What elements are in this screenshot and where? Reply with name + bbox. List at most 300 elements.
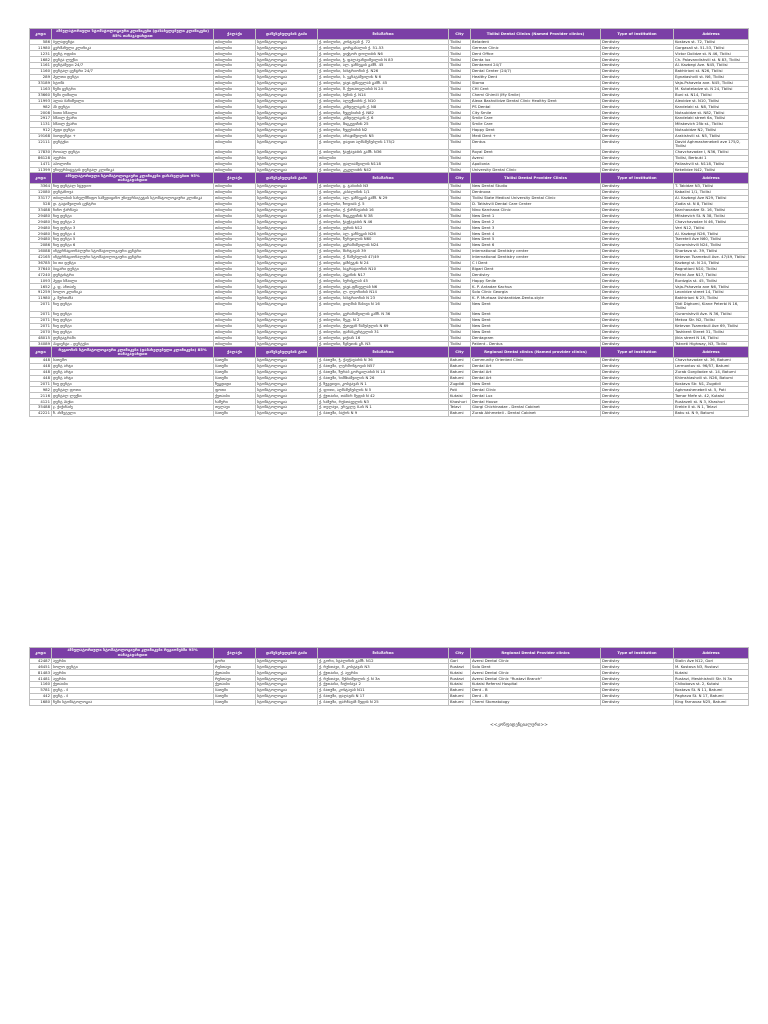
cell-type: Dentistry	[601, 317, 674, 323]
cell-type: Dentistry	[601, 133, 674, 139]
cell-name-ka: უნივერსიტეტის დენტალ კლინიკა	[52, 167, 214, 173]
cell-city-ka: ქუთაისი	[214, 670, 256, 676]
cell-name-en: Aversi Dental Clinic	[471, 670, 601, 676]
cell-type-ka: სტომატოლოგია	[256, 312, 318, 318]
cell-city-ka: თბილისი	[214, 122, 256, 128]
cell-address-ka: ქ. ქუთაისი, ჩიქობავა 2	[318, 682, 449, 688]
cell-name-ka: ნიუ დენტი 3	[52, 225, 214, 231]
header-code: კოდი	[30, 347, 52, 358]
cell-name-ka: სოლო დენტი	[52, 664, 214, 670]
cell-type: Dentistry	[601, 658, 674, 664]
cell-type-ka: სტომატოლოგია	[256, 51, 318, 57]
cell-type: Dentistry	[601, 369, 674, 375]
tbilisi-provider-rows	[30, 184, 749, 347]
cell-name-en: University Dental Clinic	[471, 167, 601, 173]
header-city: City	[449, 648, 471, 659]
cell-city: Tbilisi	[449, 98, 471, 104]
cell-city-ka: თბილისი	[214, 301, 256, 311]
cell-name-ka: ნინო ქარჩავა	[52, 207, 214, 213]
cell-type-ka: სტომატოლოგია	[256, 260, 318, 266]
cell-name-en: Kutaisi Referral Hospital	[471, 682, 601, 688]
cell-city: Tbilisi	[449, 266, 471, 272]
cell-type: Dentistry	[601, 260, 674, 266]
cell-code: 442	[30, 693, 52, 699]
cell-address-ka: ქ. თბილისი, მიცკევიჩის N 38	[318, 213, 449, 219]
cell-type-ka: სტომატოლოგია	[256, 122, 318, 128]
cell-name-en: International Dentistry center	[471, 248, 601, 254]
cell-type: Dentistry	[601, 335, 674, 341]
cell-address-ka: ქ. ქუთაისი, თამარ მეფის N 42	[318, 393, 449, 399]
cell-name-ka: ნიუ დენტი 2	[52, 219, 214, 225]
cell-type-ka: სტომატოლოგია	[256, 248, 318, 254]
cell-type-ka: სტომატოლოგია	[256, 375, 318, 381]
cell-city: Batumi	[449, 693, 471, 699]
cell-address-ka: ქ. თბილისი, ყაზბეგის N 24	[318, 260, 449, 266]
cell-type-ka: სტომატოლოგია	[256, 323, 318, 329]
cell-name-ka: დენტ ოფისი	[52, 51, 214, 57]
cell-address-ka: ქ. თბილისი, მ. ქუთათელაძის N 24	[318, 86, 449, 92]
cell-address: Ketevan Tsamebuli Ave 69, Tbilisi	[674, 323, 749, 329]
cell-type-ka: სტომატოლოგია	[256, 688, 318, 694]
cell-address: Aghmashenebeli st. 5, Poti	[674, 387, 749, 393]
cell-name-ka: დენტისტრი	[52, 272, 214, 278]
cell-address-ka: ქ. თბილისი, ქ. წამებულის 47/49	[318, 254, 449, 260]
cell-address: Arakishvili st. N5, Tbilisi	[674, 133, 749, 139]
table-row	[30, 699, 749, 705]
cell-code: 1160	[30, 682, 52, 688]
cell-address: M. Kostava N3, Rustavi	[674, 664, 749, 670]
cell-name-en: Smile Care	[471, 122, 601, 128]
header-type-ka: დაწესებულების ტიპი	[256, 29, 318, 40]
cell-address-ka: თბილისი	[318, 155, 449, 161]
cell-address: Tashkent Street 31, Tbilisi	[674, 329, 749, 335]
cell-type-ka: სტომატოლოგია	[256, 57, 318, 63]
cell-name-ka: ბიგარი დენტი	[52, 266, 214, 272]
cell-city-ka: ბათუმი	[214, 363, 256, 369]
cell-address-ka: ქ. თბილისი, ტ. ტაბიძის N3	[318, 184, 449, 190]
cell-name-ka: დ. ტატიშვილის ცენტრი	[52, 201, 214, 207]
cell-type: Dentistry	[601, 161, 674, 167]
header-address: Address	[674, 648, 749, 659]
header-row	[30, 347, 749, 358]
cell-city-ka: ქუთაისი	[214, 682, 256, 688]
cell-address: Nutsubidze st. N82, Tbilisi	[674, 110, 749, 116]
cell-city-ka: თბილისი	[214, 242, 256, 248]
cell-city: Tbilisi	[449, 248, 471, 254]
cell-type: Dentistry	[601, 195, 674, 201]
cell-name-ka: ინტერნაციონალური სტომატოლოგიური ცენტრი	[52, 248, 214, 254]
cell-type: Dentistry	[601, 219, 674, 225]
cell-name-ka: ალია ბანიშვილი	[52, 98, 214, 104]
header-address: Address	[674, 173, 749, 184]
cell-name-en: Dental Art	[471, 375, 601, 381]
cell-name-en: City Smile	[471, 110, 601, 116]
cell-name-en: Medi Dent +	[471, 133, 601, 139]
cell-type: Dentistry	[601, 375, 674, 381]
header-city: City	[449, 29, 471, 40]
cell-city: Tbilisi	[449, 278, 471, 284]
cell-type-ka: სტომატოლოგია	[256, 86, 318, 92]
cell-address: Tamar Mefe st. 42, Kutaisi	[674, 393, 749, 399]
cell-address-ka: ქ. თბილისი, ლ. ლეონიძის N14	[318, 290, 449, 296]
cell-address-ka: ქ. თბილისი, არაყიშვილის N5	[318, 133, 449, 139]
cell-city-ka: თბილისი	[214, 248, 256, 254]
tbilisi-clinics-table	[29, 28, 749, 417]
cell-type: Dentistry	[601, 399, 674, 405]
cell-type: Dentistry	[601, 155, 674, 161]
cell-name-en: D. Tatishvili Dental Care Center	[471, 201, 601, 207]
cell-name-ka: ჰელთი დენტი	[52, 74, 214, 80]
header-city-ka: ქალაქი	[214, 648, 256, 659]
cell-city: Tbilisi	[449, 184, 471, 190]
cell-code: 2071	[30, 312, 52, 318]
cell-name-en: Dent Office	[471, 51, 601, 57]
cell-city: Tbilisi	[449, 104, 471, 110]
cell-city-ka: ბათუმი	[214, 358, 256, 364]
cell-name-en: Dental Lux	[471, 393, 601, 399]
cell-name-ka: დენტ არტი	[52, 363, 214, 369]
cell-city: Gori	[449, 658, 471, 664]
cell-address: Mitskevich 25b st., Tbilisi	[674, 122, 749, 128]
regional-top-rows	[30, 658, 749, 687]
cell-city: Rustavi	[449, 664, 471, 670]
cell-address: Jikia street N 16, Tbilisi	[674, 335, 749, 341]
cell-type-ka: სტომატოლოგია	[256, 201, 318, 207]
cell-type-ka: სტომატოლოგია	[256, 195, 318, 201]
cell-name-ka: ნიუ დენტალ სტუდიო	[52, 184, 214, 190]
cell-name-en: Dentus	[471, 139, 601, 149]
cell-address: Rustavi, Meskhishvili Str. N 3a	[674, 676, 749, 682]
table-row	[30, 411, 749, 417]
cell-type: Dentistry	[601, 122, 674, 128]
cell-type: Dentistry	[601, 278, 674, 284]
cell-type-ka: სტომატოლოგია	[256, 399, 318, 405]
cell-address: Kekelidze N42, Tbilisi	[674, 167, 749, 173]
cell-type: Dentistry	[601, 381, 674, 387]
cell-name-en: Alexa Bashvilidze Dental Clinic Healthy Dent	[471, 98, 601, 104]
cell-address-ka: ქ. თბილისი, ბუნის ქ. N14	[318, 92, 449, 98]
cell-name-en: CHI Cent	[471, 86, 601, 92]
cell-type-ka: სტომატოლოგია	[256, 387, 318, 393]
cell-city-ka: თბილისი	[214, 317, 256, 323]
cell-name-en: New Dent 6	[471, 242, 601, 248]
cell-city-ka: თბილისი	[214, 266, 256, 272]
cell-city: Tbilisi	[449, 51, 471, 57]
cell-code: 2071	[30, 323, 52, 329]
cell-code: 528	[30, 201, 52, 207]
cell-name-ka: ავერსი	[52, 658, 214, 664]
cell-code: 1093	[30, 278, 52, 284]
cell-address-ka: ქ. თბილისი, ბახტრიონის ქ. N26	[318, 69, 449, 75]
cell-name-en: New Dent	[471, 329, 601, 335]
cell-city-ka: რუსთავი	[214, 676, 256, 682]
cell-name-en: Smile Care	[471, 116, 601, 122]
cell-address-ka: ქ. თბილისი, კანდელაკის ქ. 6	[318, 116, 449, 122]
cell-code: 448	[30, 375, 52, 381]
cell-code: 29480	[30, 219, 52, 225]
cell-type: Dentistry	[601, 670, 674, 676]
cell-city-ka: თბილისი	[214, 195, 256, 201]
cell-name-ka: ნიუ დენტი	[52, 317, 214, 323]
cell-code: 33177	[30, 195, 52, 201]
header-type: Type of Institution	[601, 648, 674, 659]
cell-code: 46451	[30, 664, 52, 670]
cell-address: Chikobava st. 2, Kutaisi	[674, 682, 749, 688]
cell-type: Dentistry	[601, 676, 674, 682]
cell-code: 41481	[30, 676, 52, 682]
cell-name-ka: სტომა	[52, 80, 214, 86]
cell-address-ka: ქ. თელავი, ერეკლე II-ის N 1	[318, 405, 449, 411]
cell-code: 33660	[30, 92, 52, 98]
cell-city-ka: თბილისი	[214, 63, 256, 69]
cell-name-ka: როიალ დენტი	[52, 149, 214, 155]
cell-city: Tbilisi	[449, 74, 471, 80]
cell-city-ka: თბილისი	[214, 92, 256, 98]
cell-city-ka: თბილისი	[214, 167, 256, 173]
header-name: რეგიონის სტომატოლოგიური კლინიკები (დასახელებული კლინიკები) 85% თანაგადახდით	[52, 347, 214, 358]
cell-name-en: Denta lux	[471, 57, 601, 63]
cell-address: Rustaveli st. N 3, Khashuri	[674, 399, 749, 405]
cell-type: Dentistry	[601, 664, 674, 670]
cell-address: Shartava st. 39, Tbilisi	[674, 248, 749, 254]
cell-type: Dentistry	[601, 688, 674, 694]
cell-name-en: Dentnova	[471, 189, 601, 195]
cell-address: Bagrationi N10, Tbilisi	[674, 266, 749, 272]
cell-code: 48015	[30, 335, 52, 341]
cell-city: Tbilisi	[449, 116, 471, 122]
cell-city: Tbilisi	[449, 122, 471, 128]
cell-address: Zurab Gorgiladze st. 14, Batumi	[674, 369, 749, 375]
cell-city-ka: თბილისი	[214, 116, 256, 122]
cell-type-ka: სტომატოლოგია	[256, 139, 318, 149]
cell-type-ka: სტომატოლოგია	[256, 278, 318, 284]
cell-city: Batumi	[449, 375, 471, 381]
cell-city: Tbilisi	[449, 290, 471, 296]
cell-city-ka: თბილისი	[214, 312, 256, 318]
cell-address-ka: ქ. თბილისი, ალ. ყაზბეგის N26	[318, 231, 449, 237]
cell-type: Dentistry	[601, 237, 674, 243]
cell-city-ka: თბილისი	[214, 155, 256, 161]
cell-city-ka: ბათუმი	[214, 699, 256, 705]
cell-city: Tbilisi	[449, 317, 471, 323]
cell-type: Dentistry	[601, 341, 674, 347]
cell-address: Chavchavadze st. 36, Batumi	[674, 358, 749, 364]
cell-address: Kandelaki st. N8, Tbilisi	[674, 104, 749, 110]
cell-city: Poti	[449, 387, 471, 393]
cell-address: Didi Dighomi, Kiane Peterbi N 16, Tbilisi	[674, 301, 749, 311]
cell-type-ka: სტომატოლოგია	[256, 184, 318, 190]
header-code: კოდი	[30, 29, 52, 40]
cell-type: Dentistry	[601, 393, 674, 399]
cell-type-ka: სტომატოლოგია	[256, 405, 318, 411]
cell-type-ka: სტომატოლოგია	[256, 39, 318, 45]
cell-type-ka: სტომატოლოგია	[256, 133, 318, 139]
cell-name-en: Solo Dent	[471, 664, 601, 670]
cell-code: 34089	[30, 341, 52, 347]
cell-name-en: New Dent 5	[471, 237, 601, 243]
cell-code: 29480	[30, 231, 52, 237]
cell-code: 11980	[30, 45, 52, 51]
cell-name-en: Dental Clinic	[471, 387, 601, 393]
cell-name-en: Aversi Dental Clinic "Rustavi Branch"	[471, 676, 601, 682]
cell-code: 11980	[30, 296, 52, 302]
cell-type-ka: სტომატოლოგია	[256, 664, 318, 670]
cell-name-ka: ჯ. ჭიჭინაძე	[52, 405, 214, 411]
cell-city-ka: ბათუმი	[214, 688, 256, 694]
cell-code: 2008	[30, 110, 52, 116]
cell-address-ka: ქ. გორი, სტალინის გამზ. N12	[318, 658, 449, 664]
cell-type: Dentistry	[601, 80, 674, 86]
cell-type-ka: სტომატოლოგია	[256, 63, 318, 69]
cell-city-ka: ბათუმი	[214, 375, 256, 381]
cell-type-ka: სტომატოლოგია	[256, 693, 318, 699]
cell-name-ka: დენტალ ცენტრი 24/7	[52, 69, 214, 75]
cell-city: Tbilisi	[449, 161, 471, 167]
cell-type: Dentistry	[601, 284, 674, 290]
cell-city: Tbilisi	[449, 201, 471, 207]
cell-name-en: Bigari Dent	[471, 266, 601, 272]
cell-name-ka: ნიუ დენტი	[52, 312, 214, 318]
cell-address: Alexidze st. N10, Tbilisi	[674, 98, 749, 104]
cell-city-ka: ბათუმი	[214, 693, 256, 699]
cell-type-ka: სტომატოლოგია	[256, 189, 318, 195]
cell-code: 1160	[30, 69, 52, 75]
cell-address-ka: ქ. ხაშური, რუსთაველის N3	[318, 399, 449, 405]
cell-city: Tbilisi	[449, 86, 471, 92]
cell-address-ka: ქ. ბათუმი, ფარნავაზ მეფის N 25	[318, 699, 449, 705]
cell-city: Telavi	[449, 405, 471, 411]
header-name: ამბულატორიული სტომატოლოგიური კლინიკები რეგიონებში 95% თანაგადახდით	[52, 648, 214, 659]
cell-type-ka: სტომატოლოგია	[256, 213, 318, 219]
cell-address: Karchavadze St. 16, Tbilisi	[674, 207, 749, 213]
cell-name-en: Dental Center (24/7)	[471, 69, 601, 75]
cell-city-ka: თბილისი	[214, 278, 256, 284]
cell-type: Dentistry	[601, 51, 674, 57]
cell-name-ka: დენტამედი 24/7	[52, 63, 214, 69]
cell-city: Tbilisi	[449, 296, 471, 302]
cell-code: 4121	[30, 399, 52, 405]
cell-city: Khashuri	[449, 399, 471, 405]
cell-name-ka: კ. მურთაზა	[52, 296, 214, 302]
cell-city-ka: რუსთავი	[214, 664, 256, 670]
cell-city: Batumi	[449, 363, 471, 369]
cell-name-ka: დენტ არტი	[52, 369, 214, 375]
header-type: Type of Institution	[601, 29, 674, 40]
cell-type: Dentistry	[601, 312, 674, 318]
cell-city: Tbilisi	[449, 301, 471, 311]
cell-address-ka: ქ. ბათუმი, კოსტავას N11	[318, 688, 449, 694]
regional-named-rows	[30, 358, 749, 417]
cell-address: Stalin Ave N12, Gori	[674, 658, 749, 664]
cell-address: Tbilisi, Berbuki 1	[674, 155, 749, 161]
cell-name-ka: აპოლონი	[52, 161, 214, 167]
cell-code: 11399	[30, 167, 52, 173]
cell-code: 5781	[30, 688, 52, 694]
cell-name-en: New Dent 4	[471, 231, 601, 237]
cell-name-en: Aversi	[471, 155, 601, 161]
cell-type-ka: სტომატოლოგია	[256, 116, 318, 122]
cell-type: Dentistry	[601, 272, 674, 278]
cell-name-ka: დენტ - ბ	[52, 688, 214, 694]
cell-address: Kandelaki street 6a, Tbilisi	[674, 116, 749, 122]
cell-city-ka: თბილისი	[214, 139, 256, 149]
cell-code: 1682	[30, 57, 52, 63]
cell-type: Dentistry	[601, 411, 674, 417]
cell-address: Leonidze street 14, Tbilisi	[674, 290, 749, 296]
cell-type: Dentistry	[601, 167, 674, 173]
cell-address: Tskneti Highway, N3, Tbilisi	[674, 341, 749, 347]
cell-code: 42165	[30, 254, 52, 260]
cell-city: Batumi	[449, 699, 471, 705]
cell-city-ka: თბილისი	[214, 272, 256, 278]
cell-city-ka: ზუგდიდი	[214, 381, 256, 387]
cell-name-en: Happy Dent	[471, 127, 601, 133]
cell-code: 2071	[30, 317, 52, 323]
cell-city-ka: თბილისი	[214, 254, 256, 260]
cell-name-ka: დენტაგრამი	[52, 335, 214, 341]
cell-code: 19168	[30, 133, 52, 139]
cell-name-ka: ავერსი	[52, 676, 214, 682]
cell-code: 33189	[30, 80, 52, 86]
cell-address: Mitskevich St. N 38, Tbilisi	[674, 213, 749, 219]
cell-address: Mekva Str. N2, Tbilisi	[674, 317, 749, 323]
cell-type-ka: სტომატოლოგია	[256, 699, 318, 705]
cell-type: Dentistry	[601, 242, 674, 248]
cell-type-ka: სტომატოლოგია	[256, 296, 318, 302]
cell-address: Egnatashvili st. N6, Tbilisi	[674, 74, 749, 80]
cell-name-en: Aversi Dental Clinic	[471, 658, 601, 664]
cell-type-ka: სტომატოლოგია	[256, 358, 318, 364]
cell-city-ka: თბილისი	[214, 213, 256, 219]
cell-name-en: Chemi Stomatology	[471, 699, 601, 705]
cell-name-en: New Dent 1	[471, 213, 601, 219]
cell-name-en: Zurab Akhmeteli - Dental Cabinet	[471, 411, 601, 417]
cell-type: Dentistry	[601, 63, 674, 69]
cell-type: Dentistry	[601, 329, 674, 335]
cell-type: Dentistry	[601, 86, 674, 92]
cell-city: Tbilisi	[449, 127, 471, 133]
cell-address: Bakhtrioni N 23, Tbilisi	[674, 296, 749, 302]
cell-code: 91259	[30, 290, 52, 296]
cell-type: Dentistry	[601, 116, 674, 122]
cell-name-en: Giorgi Chichinadze - Dental Cabinet	[471, 405, 601, 411]
cell-name-en: Chemi Ghimili (My Smile)	[471, 92, 601, 98]
cell-name-ka: დენტალ ლუქსი	[52, 393, 214, 399]
cell-code: 289	[30, 74, 52, 80]
header-address-ka: მისამართი	[318, 648, 449, 659]
cell-code: 42487	[30, 658, 52, 664]
cell-code: 36785	[30, 260, 52, 266]
cell-city: Tbilisi	[449, 69, 471, 75]
cell-city: Tbilisi	[449, 149, 471, 155]
cell-name-en: German Clinic	[471, 45, 601, 51]
cell-code: 1652	[30, 284, 52, 290]
cell-address-ka: ქ. თბილისი, ნუცუბიძის ქ. N82	[318, 110, 449, 116]
cell-type-ka: სტომატოლოგია	[256, 98, 318, 104]
cell-type: Dentistry	[601, 363, 674, 369]
header-city: City	[449, 347, 471, 358]
cell-code: 1161	[30, 63, 52, 69]
cell-name-en: New Dent	[471, 317, 601, 323]
cell-name-en: Dent - B	[471, 693, 601, 699]
cell-address: Al. Kazbegi Ave N29, Tbilisi	[674, 195, 749, 201]
cell-address-ka: ქ. თბილისი, ჭავჭავაძის N 46	[318, 219, 449, 225]
cell-city: Kutaisi	[449, 670, 471, 676]
cell-type: Dentistry	[601, 266, 674, 272]
cell-type: Dentistry	[601, 45, 674, 51]
header-city-ka: ქალაქი	[214, 173, 256, 184]
cell-name-ka: სოლო კლინიკა	[52, 290, 214, 296]
